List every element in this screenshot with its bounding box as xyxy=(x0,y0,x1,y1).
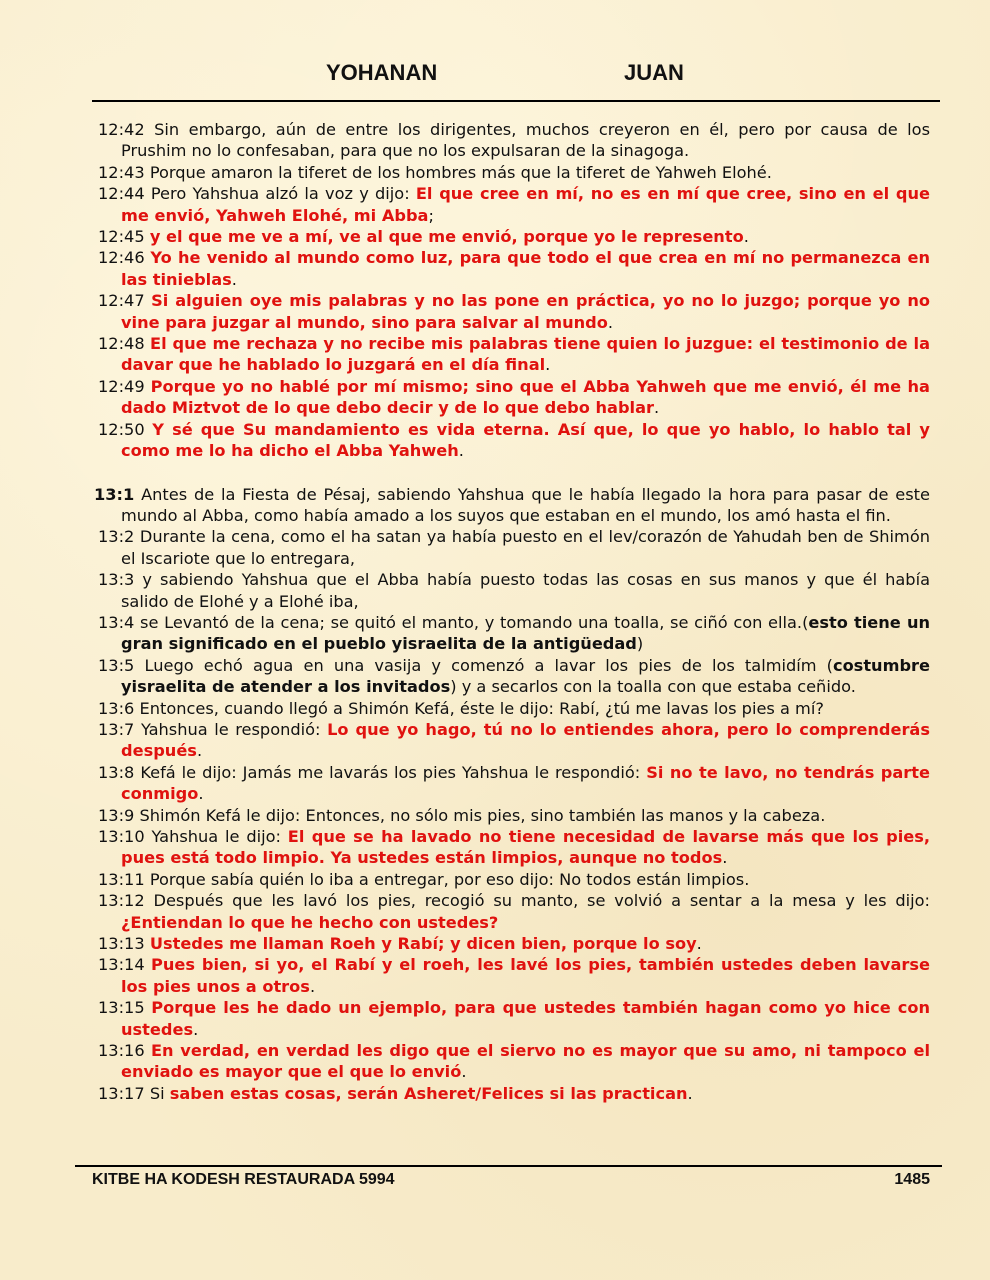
verse xyxy=(94,826,930,869)
verse xyxy=(94,762,930,805)
verse-text: . xyxy=(743,227,749,247)
verse-text: . xyxy=(193,1019,199,1039)
footer-rule xyxy=(75,1165,942,1167)
verse xyxy=(94,290,930,333)
verse-text: . xyxy=(687,1083,693,1103)
verse-ref: 12:47 xyxy=(98,291,145,311)
verse-text: Antes de la Fiesta de Pésaj, sabiendo Yahshua que le había llegado la hora para pasar de este mundo al Abba, como había amado a los suyos que estaban en el mundo, los amó hasta el fin. xyxy=(121,484,930,525)
verse xyxy=(94,376,930,419)
verse-text: . xyxy=(231,269,237,289)
verse xyxy=(94,954,930,997)
verse-ref: 13:15 xyxy=(98,998,145,1018)
verse xyxy=(94,333,930,376)
verse-text: . xyxy=(722,848,728,868)
jesus-words: Ustedes me llaman Roeh y Rabí; y dicen bien, porque lo soy xyxy=(149,934,697,954)
verse-ref: 13:13 xyxy=(98,934,145,954)
verse-text: Yahshua le dijo: xyxy=(151,827,288,846)
verse xyxy=(94,162,930,183)
verse xyxy=(94,226,930,247)
verse-text: Después que les lavó los pies, recogió su manto, se volvió a sentar a la mesa y les dijo: xyxy=(153,891,930,911)
verse-ref: 12:44 xyxy=(98,184,145,204)
book-title-spanish: JUAN xyxy=(624,60,684,85)
verse xyxy=(94,1040,930,1083)
verse-text: Luego echó agua en una vasija y comenzó a lavar los pies de los talmidím ( xyxy=(144,655,833,675)
verse-ref: 13:7 xyxy=(98,719,135,739)
verse xyxy=(94,890,930,933)
jesus-words: ¿Entiendan lo que he hecho con ustedes? xyxy=(121,912,499,932)
jesus-words: El que cree en mí, no es en mí que cree, sino en el que me envió, Yahweh Elohé, mi Abba xyxy=(121,184,930,225)
verse-ref: 13:2 xyxy=(98,527,135,547)
jesus-words: El que me rechaza y no recibe mis palabras tiene quien lo juzgue: el testimonio de la davar que he hablado lo juzgará en el día final xyxy=(121,334,930,375)
verse-ref: 13:9 xyxy=(98,805,135,825)
verse-text: Shimón Kefá le dijo: Entonces, no sólo mis pies, sino también las manos y la cabeza. xyxy=(139,805,826,825)
verse-text: . xyxy=(196,741,203,761)
verse-ref: 13:14 xyxy=(98,955,145,975)
jesus-words: En verdad, en verdad les digo que el siervo no es mayor que su amo, ni tampoco el enviado es mayor que el que lo envió xyxy=(121,1041,930,1082)
verse-ref: 12:43 xyxy=(98,162,145,182)
verse xyxy=(94,805,930,826)
verse-text: se Levantó de la cena; se quitó el manto, y tomando una toalla, se ciñó con ella.( xyxy=(140,612,809,632)
jesus-words: Si no te lavo, no tendrás parte conmigo xyxy=(121,762,931,804)
verse-text: . xyxy=(654,398,660,418)
verse-text: Kefá le dijo: Jamás me lavarás los pies Yahshua le respondió: xyxy=(140,762,647,782)
verse-text: Si xyxy=(149,1083,170,1103)
page-header xyxy=(0,60,990,88)
verse xyxy=(94,655,930,698)
verse-text: . xyxy=(309,976,316,996)
verse xyxy=(94,419,930,462)
verse-ref: 12:45 xyxy=(98,227,145,247)
scripture-text xyxy=(94,119,930,1104)
verse-ref: 12:48 xyxy=(98,334,145,354)
verse xyxy=(94,484,930,527)
verse xyxy=(94,1083,930,1104)
page-footer xyxy=(92,1171,930,1193)
footer-title: KITBE HA KODESH RESTAURADA 5994 xyxy=(92,1171,395,1188)
verse-ref: 12:50 xyxy=(98,419,145,439)
verse-ref: 12:42 xyxy=(98,120,145,139)
verse xyxy=(94,698,930,719)
verse-ref: 13:1 xyxy=(94,484,135,504)
verse-text: Porque sabía quién lo iba a entregar, por eso dijo: No todos están limpios. xyxy=(149,869,750,889)
verse-text: y sabiendo Yahshua que el Abba había puesto todas las cosas en sus manos y que él había salido de Elohé y a Elohé iba, xyxy=(121,570,930,611)
verse xyxy=(94,119,930,162)
jesus-words: Y sé que Su mandamiento es vida eterna. Así que, lo que yo hablo, lo hablo tal y como me lo ha dicho el Abba Yahweh xyxy=(121,419,930,461)
verse-text: Pero Yahshua alzó la voz y dijo: xyxy=(150,184,416,204)
verse-text: ; xyxy=(428,205,434,225)
verse-ref: 13:10 xyxy=(98,827,145,846)
verse xyxy=(94,719,930,762)
verse xyxy=(94,247,930,290)
verse-text: Yahshua le respondió: xyxy=(140,719,328,739)
verse-text: . xyxy=(545,355,551,375)
verse-text: . xyxy=(458,441,464,461)
jesus-words: y el que me ve a mí, ve al que me envió, porque yo le represento xyxy=(149,227,744,247)
header-rule xyxy=(92,100,940,102)
jesus-words: saben estas cosas, serán Asheret/Felices si las practican xyxy=(169,1083,688,1103)
verse-ref: 13:3 xyxy=(98,570,135,590)
verse-ref: 13:8 xyxy=(98,762,135,782)
jesus-words: Porque yo no hablé por mí mismo; sino que el Abba Yahweh que me envió, él me ha dado Miztvot de lo que debo decir y de lo que debo hablar xyxy=(121,376,930,418)
verse-text: . xyxy=(198,784,204,804)
chapter-gap xyxy=(94,462,930,484)
verse-text: . xyxy=(607,312,614,332)
verse-text: . xyxy=(696,934,702,954)
jesus-words: Si alguien oye mis palabras y no las pone en práctica, yo no lo juzgo; porque yo no vine para juzgar al mundo, sino para salvar al mundo xyxy=(121,291,930,332)
jesus-words: El que se ha lavado no tiene necesidad de lavarse más que los pies, pues está todo limpio. Ya ustedes están limpios, aunque no todos xyxy=(121,827,931,868)
verse xyxy=(94,526,930,569)
verse-ref: 12:46 xyxy=(98,248,145,268)
verse xyxy=(94,183,930,226)
jesus-words: Yo he venido al mundo como luz, para que todo el que crea en mí no permanezca en las tinieblas xyxy=(121,248,930,289)
verse-text: Porque amaron la tiferet de los hombres más que la tiferet de Yahweh Elohé. xyxy=(149,162,772,182)
verse-ref: 13:11 xyxy=(98,869,145,889)
bold-note: costumbre yisraelita de atender a los invitados xyxy=(121,655,930,697)
jesus-words: Porque les he dado un ejemplo, para que ustedes también hagan como yo hice con ustedes xyxy=(121,998,930,1039)
verse xyxy=(94,933,930,954)
verse-ref: 13:4 xyxy=(98,612,135,632)
verse-text: ) y a secarlos con la toalla con que estaba ceñido. xyxy=(450,677,856,697)
jesus-words: Lo que yo hago, tú no lo entiendes ahora, pero lo comprenderás después xyxy=(121,719,930,761)
verse-text: Entonces, cuando llegó a Shimón Kefá, éste le dijo: Rabí, ¿tú me lavas los pies a mí? xyxy=(139,698,824,718)
bold-note: esto tiene un gran significado en el pueblo yisraelita de la antigüedad xyxy=(121,612,930,654)
verse-ref: 13:17 xyxy=(98,1083,145,1103)
page-number: 1485 xyxy=(894,1171,930,1188)
verse xyxy=(94,997,930,1040)
verse-ref: 12:49 xyxy=(98,376,145,396)
verse-ref: 13:5 xyxy=(98,655,135,675)
verse-ref: 13:16 xyxy=(98,1041,145,1061)
verse-ref: 13:6 xyxy=(98,698,135,718)
jesus-words: Pues bien, si yo, el Rabí y el roeh, les lavé los pies, también ustedes deben lavarse los pies unos a otros xyxy=(121,955,930,996)
verse xyxy=(94,869,930,890)
book-title-hebrew: YOHANAN xyxy=(326,60,438,85)
verse-text: Durante la cena, como el ha satan ya había puesto en el lev/corazón de Yahudah ben de Shimón el Iscariote que lo entregara, xyxy=(121,527,930,568)
verse xyxy=(94,569,930,612)
verse-ref: 13:12 xyxy=(98,891,145,911)
verse-text: . xyxy=(461,1062,467,1082)
verse-text: ) xyxy=(636,634,644,654)
verse xyxy=(94,612,930,655)
verse-text: Sin embargo, aún de entre los dirigentes, muchos creyeron en él, pero por causa de los Prushim no lo confesaban, para que no los expulsaran de la sinagoga. xyxy=(121,120,931,161)
